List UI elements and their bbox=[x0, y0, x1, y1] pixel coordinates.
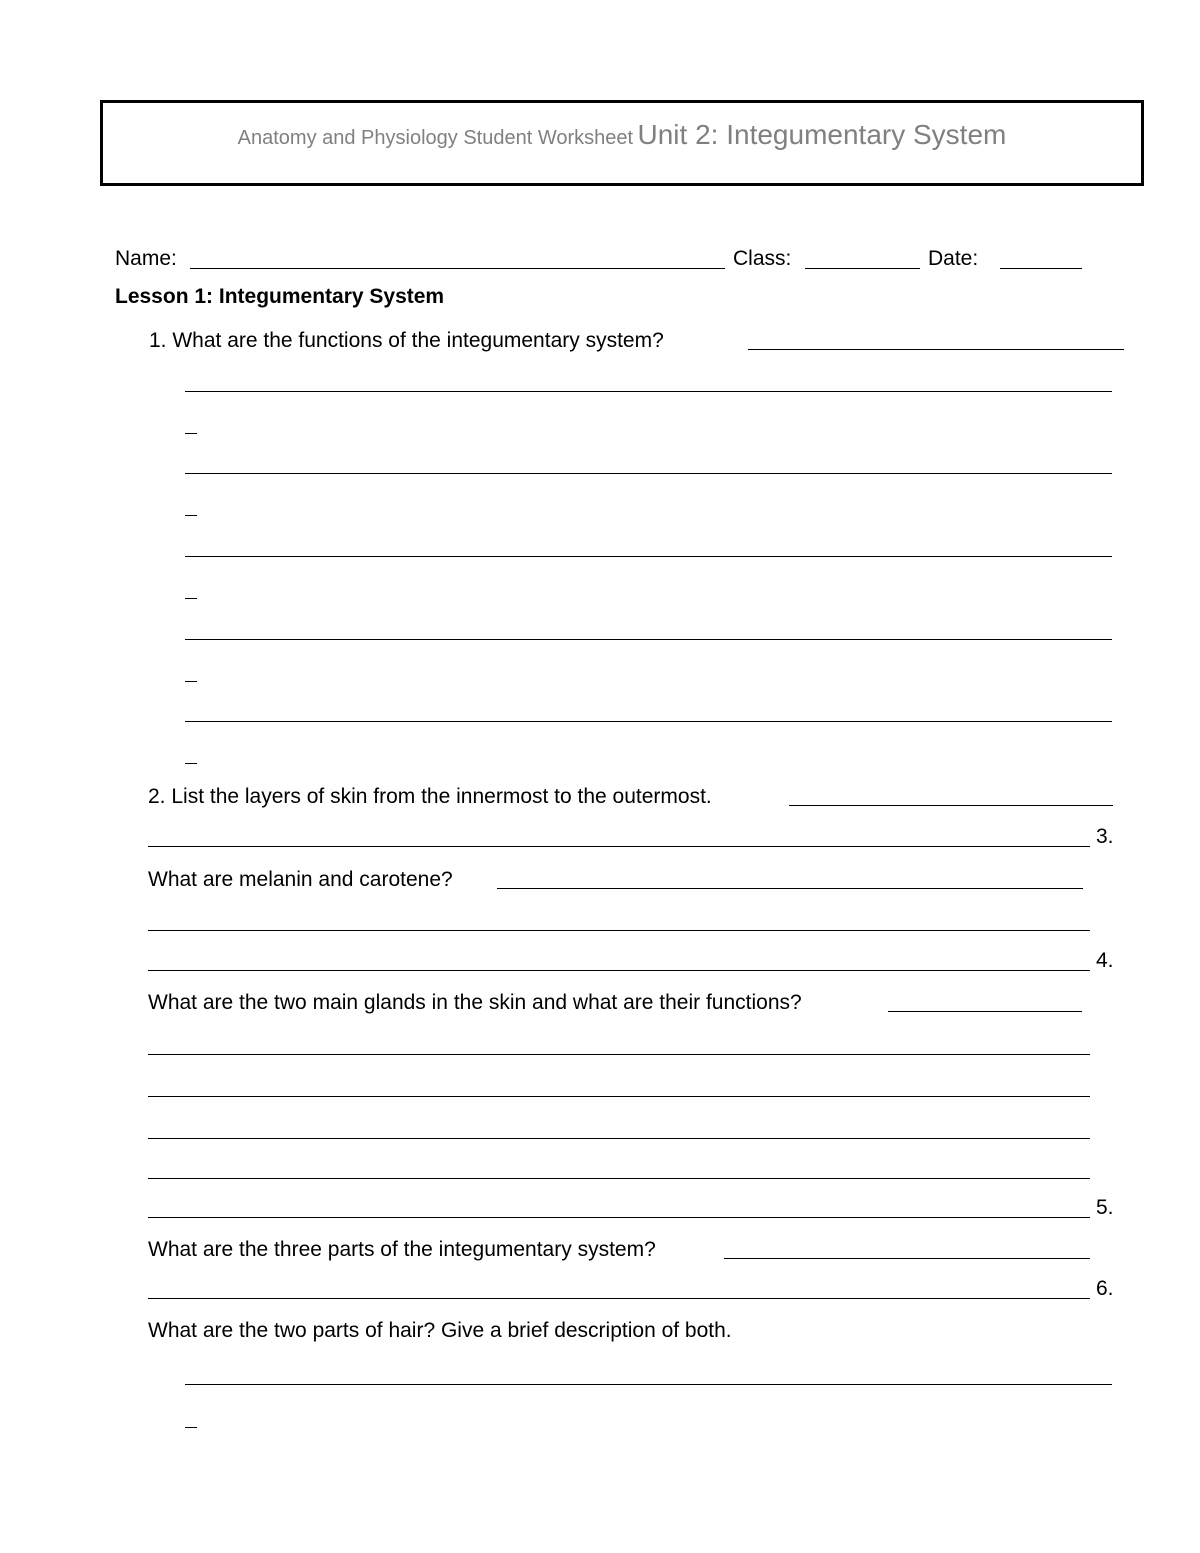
worksheet-header-title bbox=[103, 119, 1141, 151]
question-4-number: 4. bbox=[1096, 949, 1114, 972]
q3-answer-line[interactable] bbox=[148, 930, 1090, 931]
q4-answer-line[interactable] bbox=[148, 1096, 1090, 1097]
question-4: What are the two main glands in the skin and what are their functions? bbox=[148, 991, 802, 1014]
question-2: 2. List the layers of skin from the innermost to the outermost. bbox=[148, 785, 712, 808]
class-label: Class: bbox=[733, 247, 792, 270]
q1-answer-line[interactable] bbox=[185, 391, 1112, 392]
q6-answer-line-overflow bbox=[185, 1427, 197, 1428]
q1-answer-line[interactable] bbox=[185, 639, 1112, 640]
date-label: Date: bbox=[928, 247, 979, 270]
q1-answer-line[interactable] bbox=[748, 349, 1124, 350]
q2-answer-line[interactable] bbox=[789, 805, 1113, 806]
question-3: What are melanin and carotene? bbox=[148, 868, 453, 891]
q3-answer-line[interactable] bbox=[148, 970, 1090, 971]
worksheet-subtitle: Anatomy and Physiology Student Worksheet bbox=[237, 127, 634, 149]
q1-answer-line-overflow bbox=[185, 433, 197, 434]
name-label: Name: bbox=[115, 247, 177, 270]
question-5-number: 5. bbox=[1096, 1196, 1114, 1219]
unit-title: Unit 2: Integumentary System bbox=[637, 119, 1007, 150]
lesson-title: Lesson 1: Integumentary System bbox=[115, 285, 445, 308]
q1-answer-line-overflow bbox=[185, 598, 197, 599]
q1-answer-line-overflow bbox=[185, 681, 197, 682]
q1-answer-line[interactable] bbox=[185, 556, 1112, 557]
q6-answer-line[interactable] bbox=[185, 1384, 1112, 1385]
question-3-number: 3. bbox=[1096, 825, 1114, 848]
q4-answer-line[interactable] bbox=[148, 1138, 1090, 1139]
q1-answer-line[interactable] bbox=[185, 473, 1112, 474]
q1-answer-line[interactable] bbox=[185, 721, 1112, 722]
question-6-number: 6. bbox=[1096, 1277, 1114, 1300]
question-1: 1. What are the functions of the integumentary system? bbox=[149, 329, 664, 352]
q5-answer-line[interactable] bbox=[148, 1298, 1090, 1299]
name-field[interactable] bbox=[190, 268, 725, 269]
q2-answer-line[interactable] bbox=[148, 846, 1090, 847]
worksheet-header-box bbox=[100, 100, 1144, 186]
class-field[interactable] bbox=[805, 268, 920, 269]
date-field[interactable] bbox=[1000, 268, 1082, 269]
question-6: What are the two parts of hair? Give a brief description of both. bbox=[148, 1319, 732, 1342]
q4-answer-line[interactable] bbox=[148, 1178, 1090, 1179]
q1-answer-line-overflow bbox=[185, 763, 197, 764]
q1-answer-line-overflow bbox=[185, 515, 197, 516]
question-5: What are the three parts of the integumentary system? bbox=[148, 1238, 656, 1261]
q5-answer-line[interactable] bbox=[724, 1258, 1090, 1259]
q4-answer-line[interactable] bbox=[148, 1054, 1090, 1055]
q4-answer-line[interactable] bbox=[888, 1011, 1082, 1012]
q4-answer-line[interactable] bbox=[148, 1217, 1090, 1218]
q3-answer-line[interactable] bbox=[497, 888, 1083, 889]
